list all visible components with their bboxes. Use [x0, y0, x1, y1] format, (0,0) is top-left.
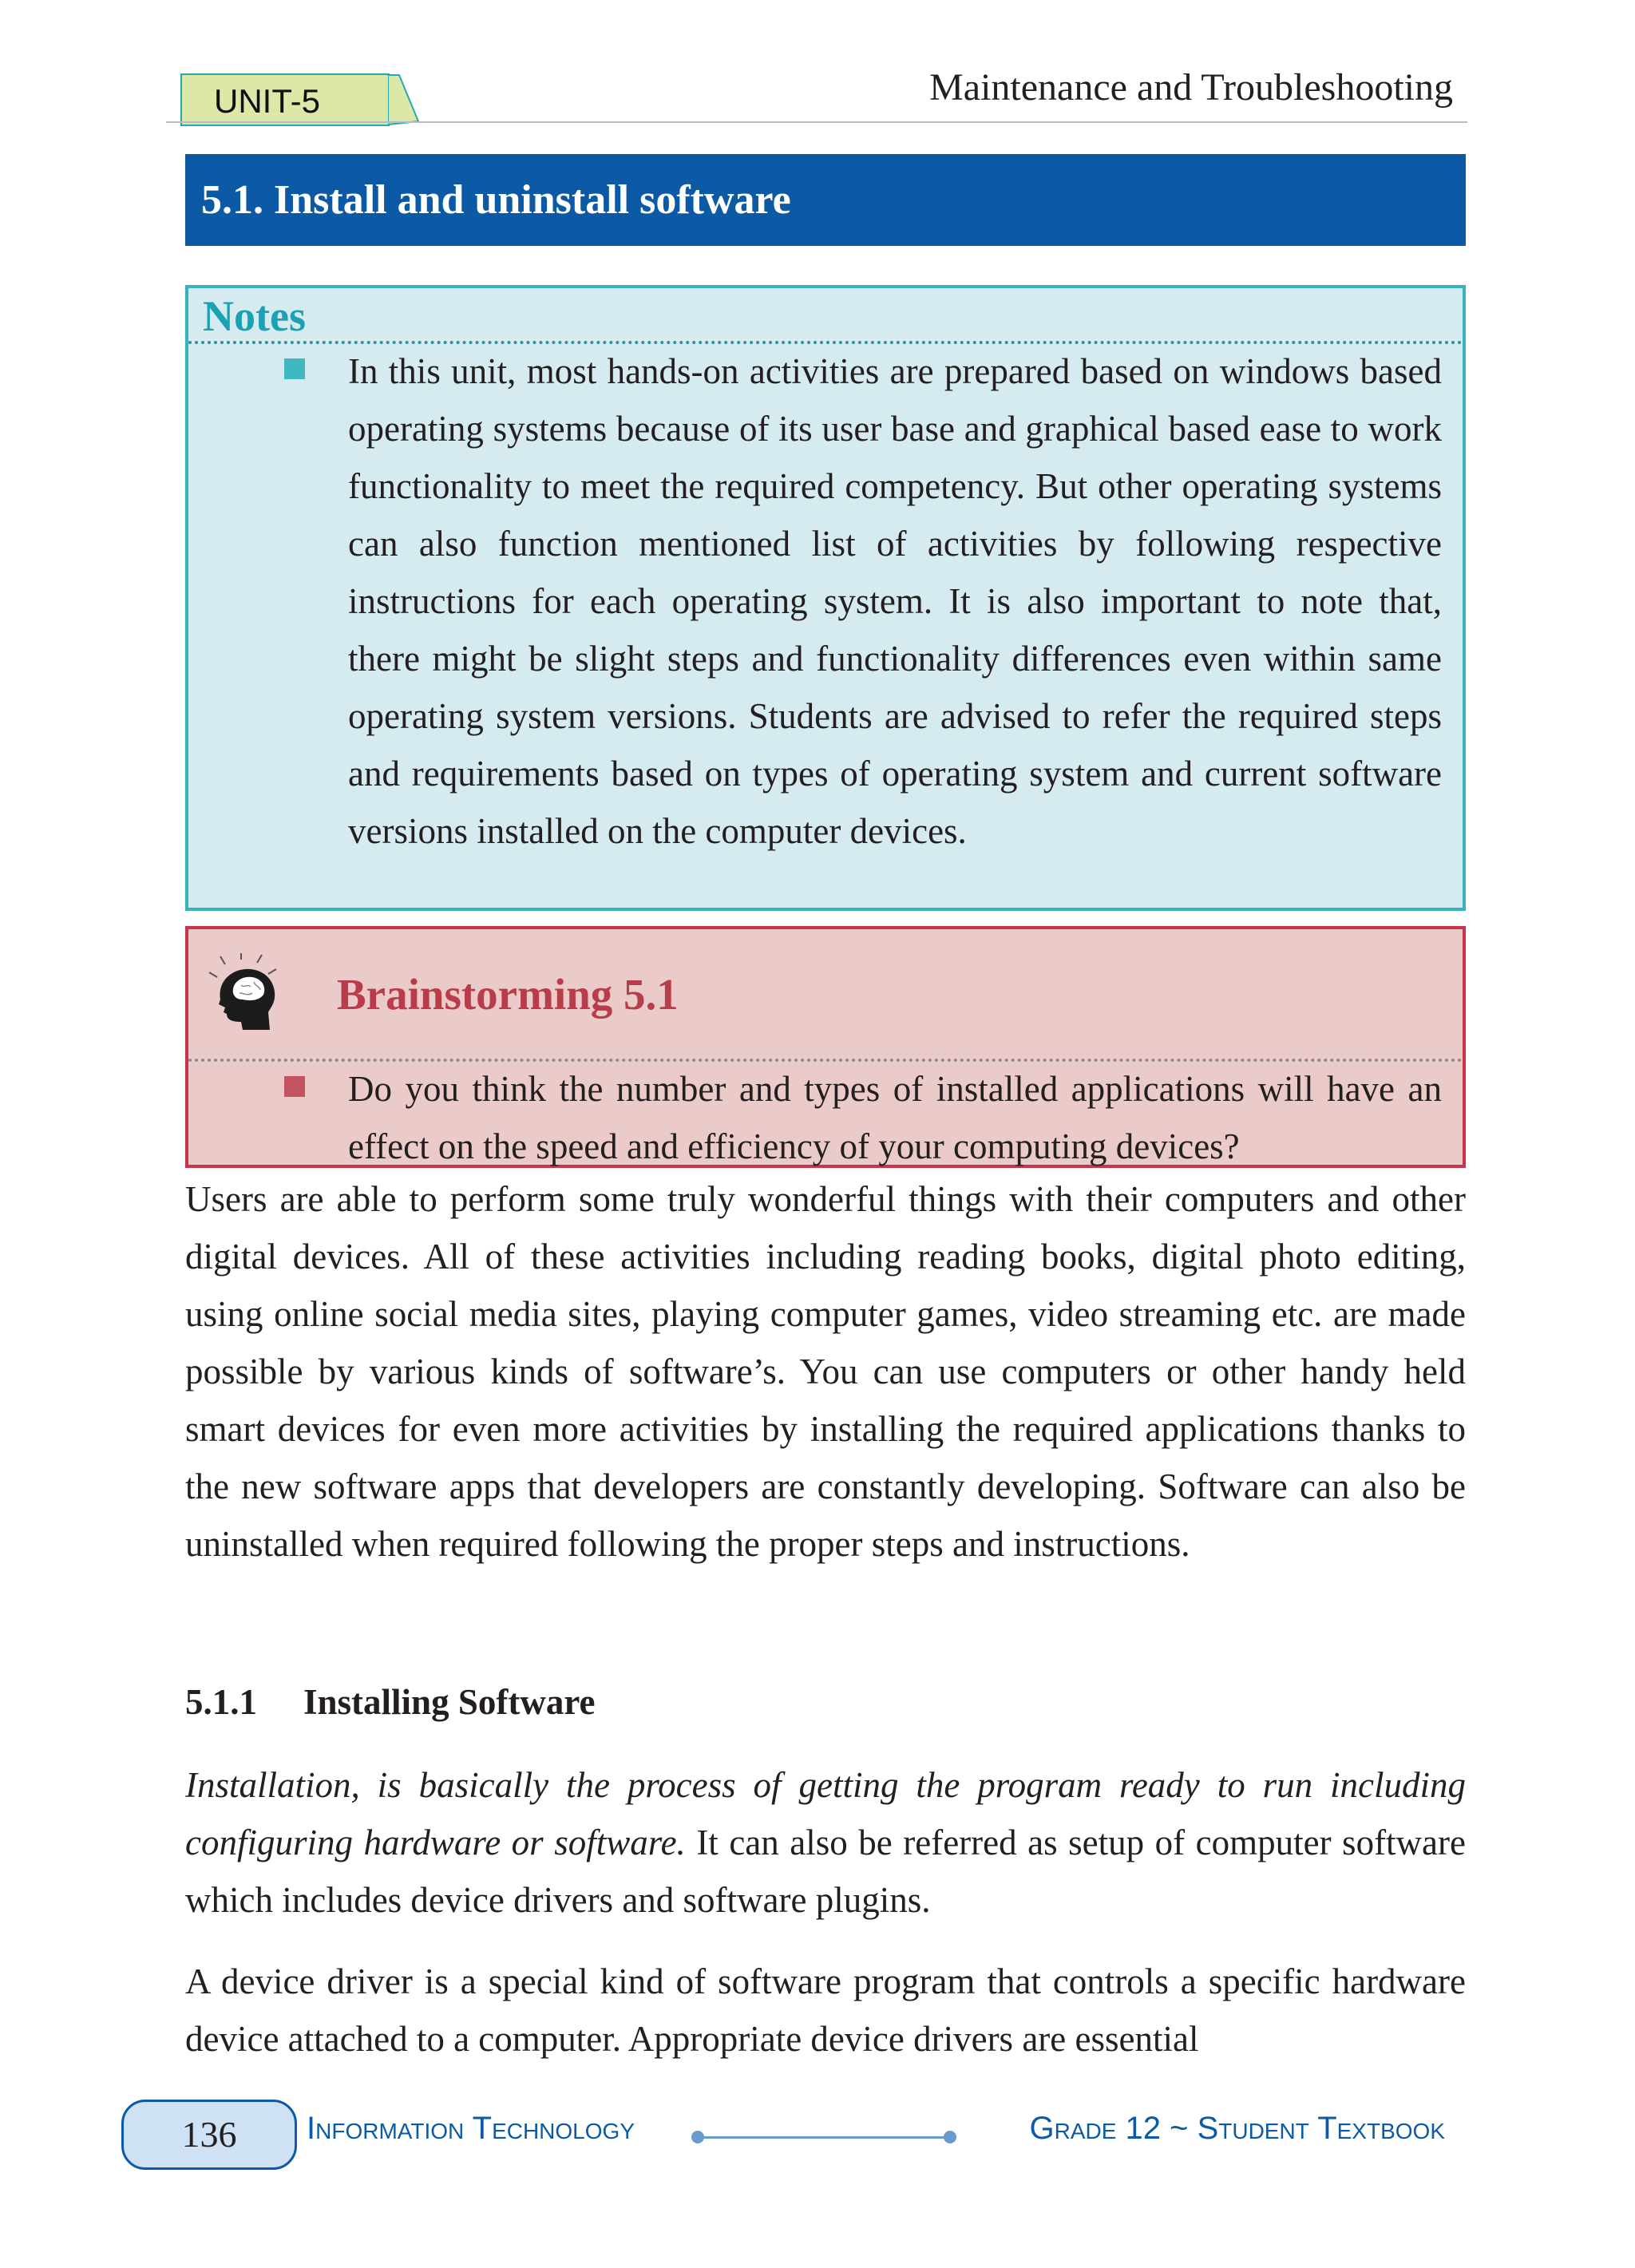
- unit-tab-arrow: [388, 73, 420, 126]
- device-driver-paragraph: A device driver is a special kind of software program that controls a specific hardware device attached to a computer. Appropriate device drivers are essential: [185, 1961, 1466, 2059]
- intro-paragraph: Users are able to perform some truly wonderful things with their computers and other digital devices. All of these activities including reading books, digital photo editing, using online social media sites, playing computer games, video streaming etc. are made possible by various kinds of software’s. You can use computers or other handy held smart devices for even more activities by installing the required applications thanks to the new software apps that developers are constantly developing. Software can also be uninstalled when required following the proper steps and instructions.: [185, 1179, 1466, 1564]
- definition-paragraph: [185, 1756, 1466, 1929]
- footer-book-grade: Grade 12 ~ Student Textbook: [1029, 2111, 1445, 2146]
- brain-head-icon: [206, 953, 286, 1033]
- definition-italic: Installation, is basically the process of getting the program ready to run including configuring hardware or software.: [185, 1765, 1466, 1862]
- brainstorming-question: Do you think the number and types of installed applications will have an effect on the speed and efficiency of your computing devices?: [348, 1069, 1442, 1166]
- subsection-heading: [185, 1681, 595, 1723]
- notes-bullet-icon: [284, 358, 305, 379]
- footer-dot-right: [944, 2131, 956, 2143]
- brainstorming-box: [185, 926, 1466, 1168]
- footer-book-subject: Information Technology: [307, 2111, 635, 2146]
- definition-rest: It can also be referred as setup of computer software which includes device drivers and software plugins.: [185, 1823, 1466, 1920]
- notes-title: Notes: [203, 292, 306, 340]
- page-number: 136: [121, 2100, 297, 2170]
- notes-text: In this unit, most hands-on activities are prepared based on windows based operating systems because of its user base and graphical based ease to work functionality to meet the required competency. But other operating systems can also function mentioned list of activities by following respective instructions for each operating system. It is also important to note that, there might be slight steps and functionality differences even within same operating system versions. Students are advised to refer the required steps and requirements based on types of operating system and current software versions installed on the computer devices.: [348, 351, 1442, 851]
- notes-box: [185, 285, 1466, 911]
- section-title: 5.1. Install and uninstall software: [185, 154, 1466, 246]
- subsection-title: Installing Software: [303, 1682, 596, 1722]
- brainstorming-bullet-icon: [284, 1076, 305, 1097]
- header-divider: [166, 121, 1467, 123]
- chapter-title: Maintenance and Troubleshooting: [929, 66, 1453, 109]
- unit-tab: UNIT-5: [180, 73, 390, 126]
- footer-line: [698, 2136, 950, 2139]
- subsection-number: 5.1.1: [185, 1682, 257, 1722]
- brainstorming-title: Brainstorming 5.1: [337, 970, 679, 1019]
